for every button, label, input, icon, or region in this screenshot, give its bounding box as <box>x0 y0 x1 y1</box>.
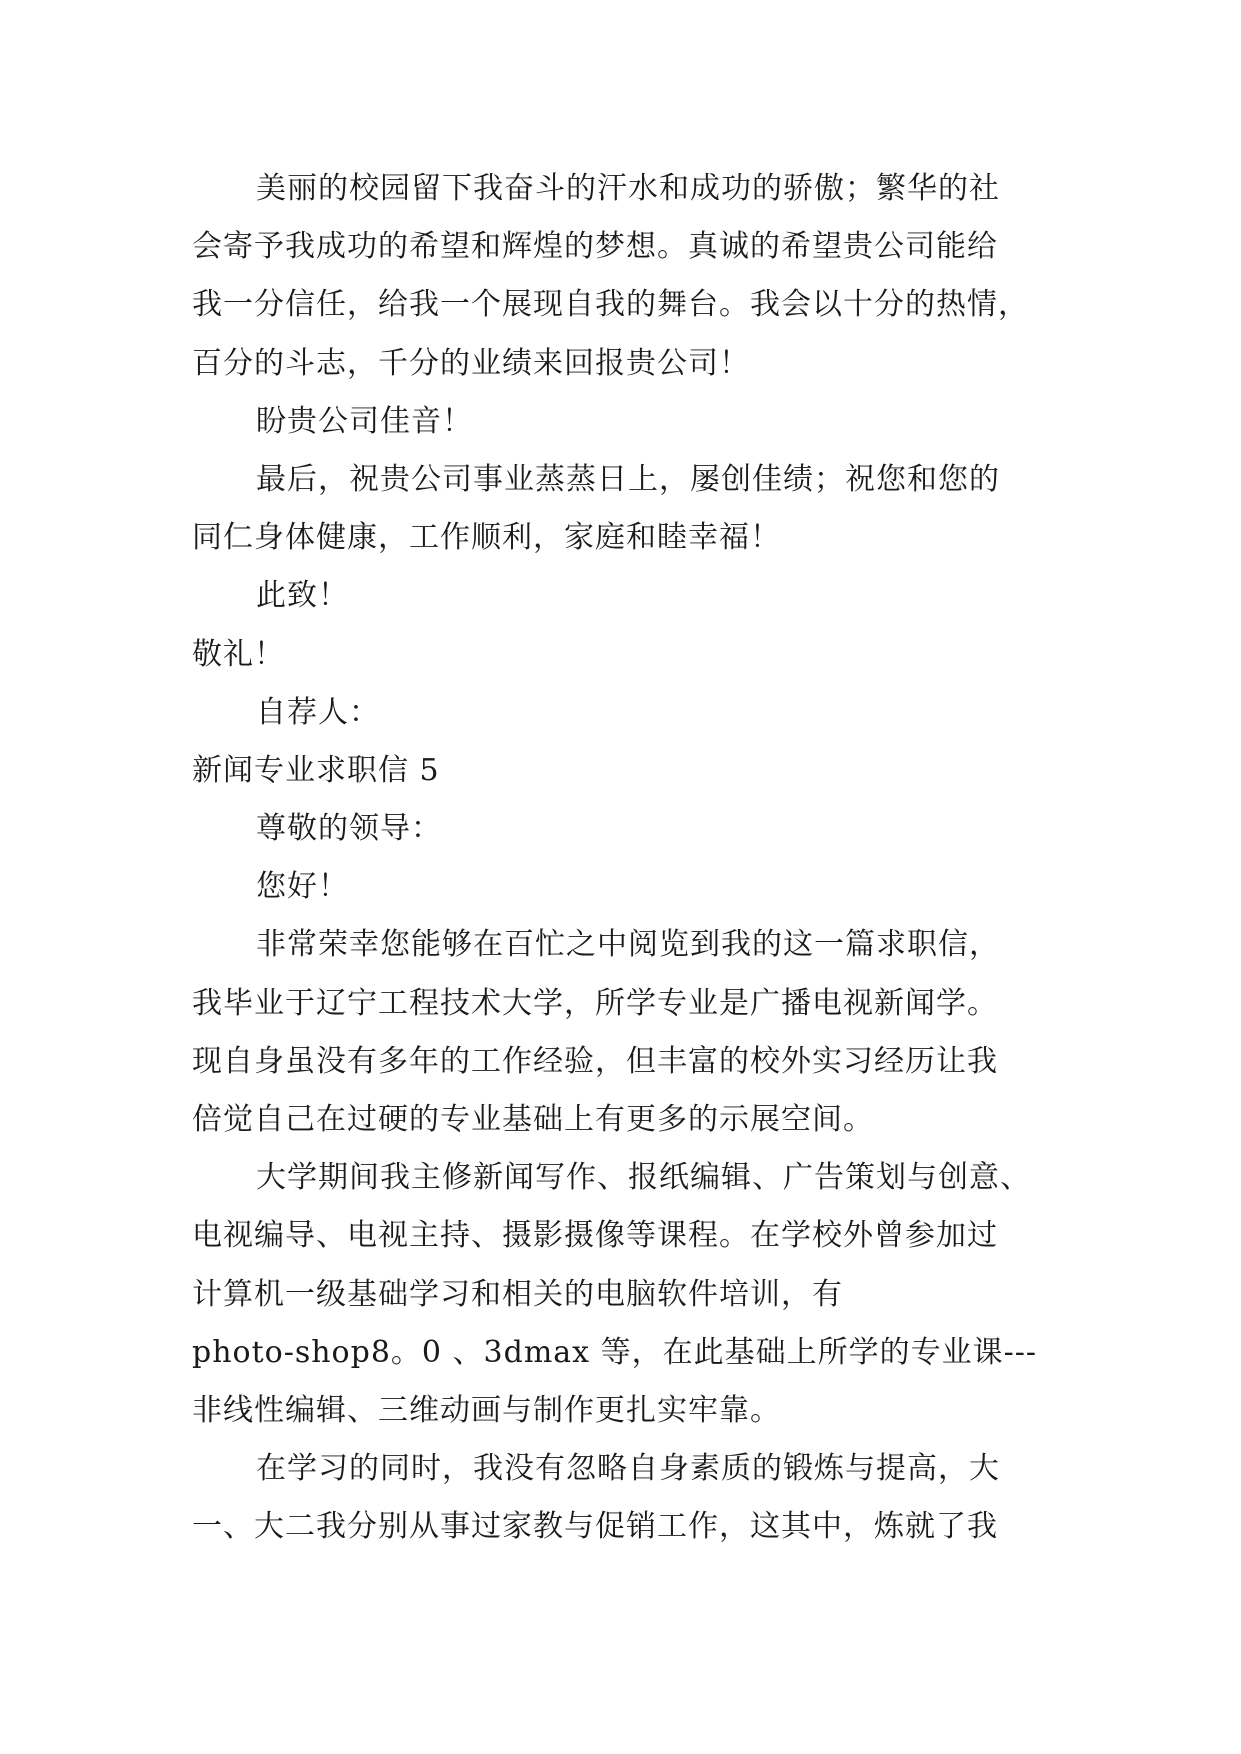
paragraph-line: 倍觉自己在过硬的专业基础上有更多的示展空间。 <box>192 1102 874 1137</box>
paragraph-line: 最后，祝贵公司事业蒸蒸日上，屡创佳绩；祝您和您的 <box>256 461 1000 497</box>
paragraph-line: 美丽的校园留下我奋斗的汗水和成功的骄傲；繁华的社 <box>256 171 1000 206</box>
section-title: 新闻专业求职信 5 <box>192 752 440 788</box>
paragraph-line: 百分的斗志，千分的业绩来回报贵公司！ <box>192 345 750 381</box>
paragraph-line: 我毕业于辽宁工程技术大学，所学专业是广播电视新闻学。 <box>192 985 998 1021</box>
paragraph-line: 会寄予我成功的希望和辉煌的梦想。真诚的希望贵公司能给 <box>192 229 998 265</box>
paragraph-line: 电视编导、电视主持、摄影摄像等课程。在学校外曾参加过 <box>192 1218 998 1254</box>
paragraph-line: 在学习的同时，我没有忽略自身素质的锻炼与提高，大 <box>256 1451 1000 1487</box>
greeting-line: 您好！ <box>256 869 349 905</box>
greeting-line: 尊敬的领导： <box>256 811 442 847</box>
paragraph-line: 计算机一级基础学习和相关的电脑软件培训，有 <box>192 1276 843 1312</box>
paragraph-line: photo-shop8。0 、3dmax 等，在此基础上所学的专业课--- <box>192 1334 1038 1370</box>
closing-wish-line: 盼贵公司佳音！ <box>256 403 473 439</box>
paragraph-line: 同仁身体健康，工作顺利，家庭和睦幸福！ <box>192 520 781 556</box>
letter-body <box>192 160 1052 1557</box>
paragraph-line: 非常荣幸您能够在百忙之中阅览到我的这一篇求职信， <box>256 927 1000 963</box>
salutation-regards: 敬礼！ <box>192 636 285 672</box>
signature-label: 自荐人： <box>256 694 380 730</box>
paragraph-line: 我一分信任，给我一个展现自我的舞台。我会以十分的热情， <box>192 287 1029 323</box>
paragraph-line: 大学期间我主修新闻写作、报纸编辑、广告策划与创意、 <box>256 1160 1031 1196</box>
paragraph-line: 现自身虽没有多年的工作经验，但丰富的校外实习经历让我 <box>192 1043 998 1079</box>
salutation-closing: 此致！ <box>256 578 349 614</box>
paragraph-line: 一、大二我分别从事过家教与促销工作，这其中，炼就了我 <box>192 1509 998 1545</box>
paragraph-line: 非线性编辑、三维动画与制作更扎实牢靠。 <box>192 1392 781 1428</box>
